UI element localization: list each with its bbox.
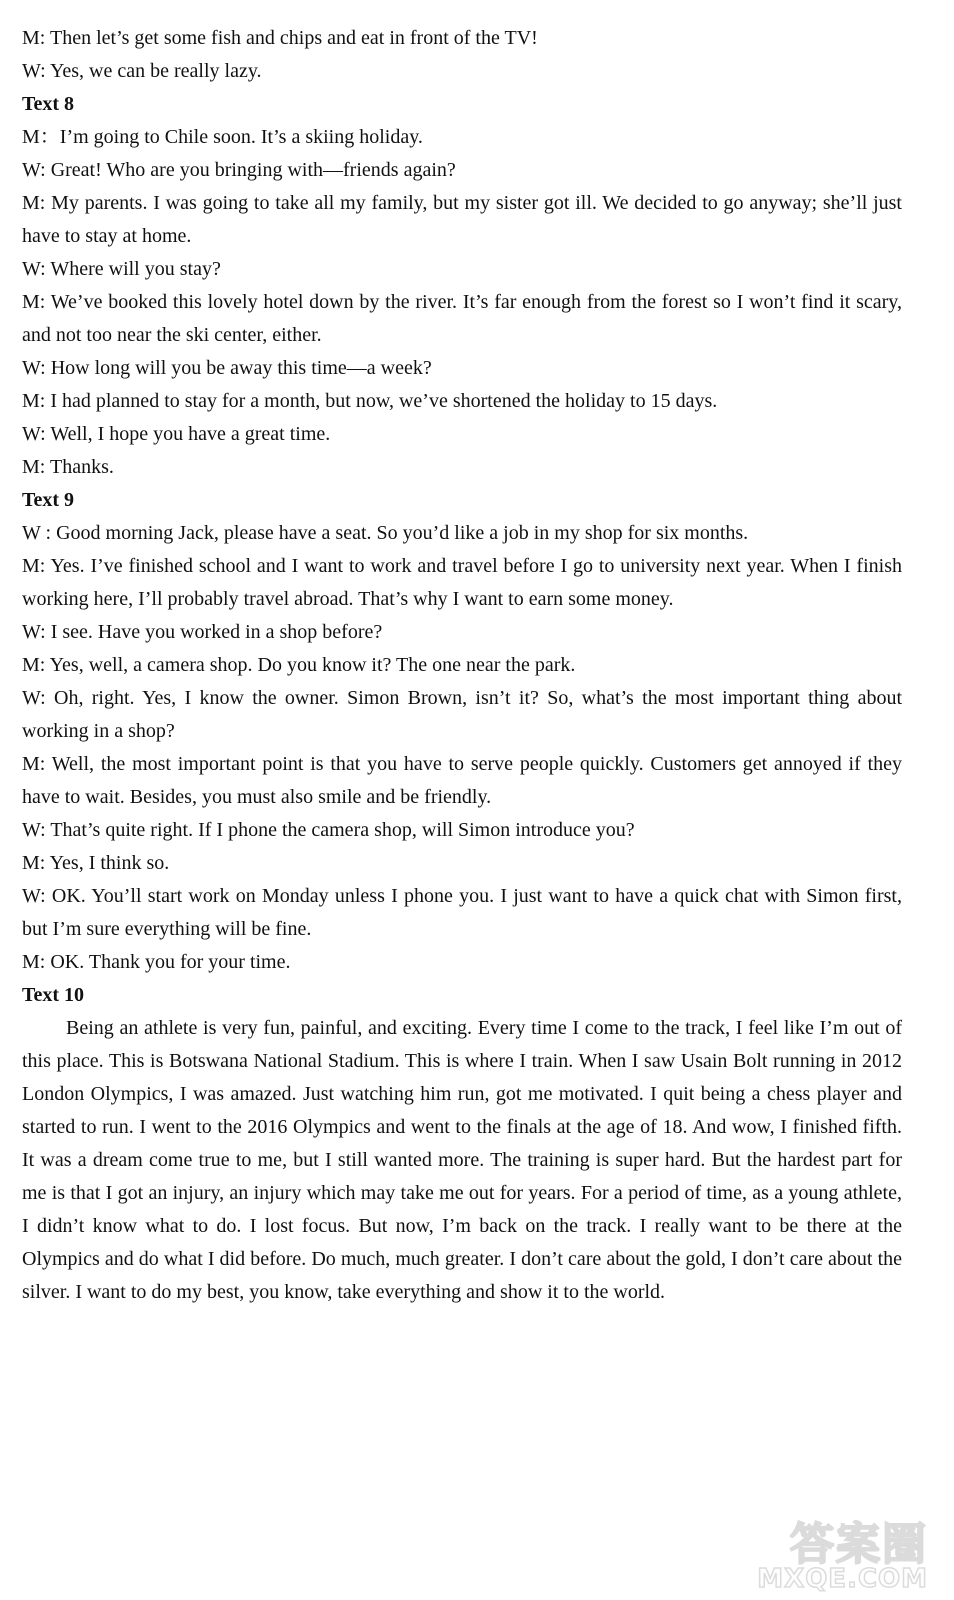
dialogue-line: M: Yes, I think so. xyxy=(22,852,170,874)
dialogue-line: W: That’s quite right. If I phone the camera shop, will Simon introduce you? xyxy=(22,819,635,841)
dialogue-line: M: Yes, well, a camera shop. Do you know it? The one near the park. xyxy=(22,654,576,676)
dialogue-line: W: I see. Have you worked in a shop before? xyxy=(22,621,383,643)
dialogue-line: M: Then let’s get some fish and chips and eat in front of the TV! xyxy=(22,27,538,49)
dialogue-line: W: Yes, we can be really lazy. xyxy=(22,60,262,82)
dialogue-line: W: Great! Who are you bringing with—friends again? xyxy=(22,159,456,181)
dialogue-line: M: I had planned to stay for a month, but now, we’ve shortened the holiday to 15 days. xyxy=(22,390,718,412)
section-heading-text-10: Text 10 xyxy=(22,984,85,1006)
dialogue-line: M: We’ve booked this lovely hotel down by the river. It’s far enough from the forest so I won’t find it scary, and not too near the ski center, either. xyxy=(22,291,902,346)
dialogue-line: W: Well, I hope you have a great time. xyxy=(22,423,331,445)
monologue-paragraph: Being an athlete is very fun, painful, and exciting. Every time I come to the track, I feel like I’m out of this place. This is Botswana National Stadium. This is where I train. When I saw Usain Bolt running in 2012 London Olympics, I was amazed. Just watching him run, got me motivated. I quit being a chess player and started to run. I went to the 2016 Olympics and went to the finals at the age of 18. And wow, I finished fifth. It was a dream come true to me, but I still wanted more. The training is super hard. But the hardest part for me is that I got an injury, an injury which may take me out for years. For a period of time, as a young athlete, I didn’t know what to do. I lost focus. But now, I’m back on the track. I really want to be there at the Olympics and do what I did before. Do much, much greater. I don’t care about the gold, I don’t care about the silver. I want to do my best, you know, take everything and show it to the world. xyxy=(22,1017,902,1303)
dialogue-line: W : Good morning Jack, please have a seat. So you’d like a job in my shop for six months. xyxy=(22,522,749,544)
dialogue-line: M: Yes. I’ve finished school and I want to work and travel before I go to university next year. When I finish working here, I’ll probably travel abroad. That’s why I want to earn some money. xyxy=(22,555,902,610)
dialogue-line: M: My parents. I was going to take all my family, but my sister got ill. We decided to go anyway; she’ll just have to stay at home. xyxy=(22,192,902,247)
watermark-url-text: MXQE.COM xyxy=(757,1564,928,1594)
document-page xyxy=(22,22,902,1309)
dialogue-line: M: Thanks. xyxy=(22,456,114,478)
section-heading-text-9: Text 9 xyxy=(22,489,75,511)
dialogue-line: W: Where will you stay? xyxy=(22,258,221,280)
dialogue-line: W: Oh, right. Yes, I know the owner. Simon Brown, isn’t it? So, what’s the most important thing about working in a shop? xyxy=(22,687,902,742)
watermark-logo-text: 答案圈 xyxy=(790,1519,928,1570)
section-heading-text-8: Text 8 xyxy=(22,93,75,115)
dialogue-line: W: How long will you be away this time—a week? xyxy=(22,357,432,379)
site-watermark-logo xyxy=(748,1508,928,1594)
dialogue-line: W: OK. You’ll start work on Monday unless I phone you. I just want to have a quick chat with Simon first, but I’m sure everything will be fine. xyxy=(22,885,902,940)
dialogue-line: M: OK. Thank you for your time. xyxy=(22,951,291,973)
dialogue-line: M：I’m going to Chile soon. It’s a skiing holiday. xyxy=(22,126,423,148)
dialogue-line: M: Well, the most important point is that you have to serve people quickly. Customers get annoyed if they have to wait. Besides, you must also smile and be friendly. xyxy=(22,753,902,808)
